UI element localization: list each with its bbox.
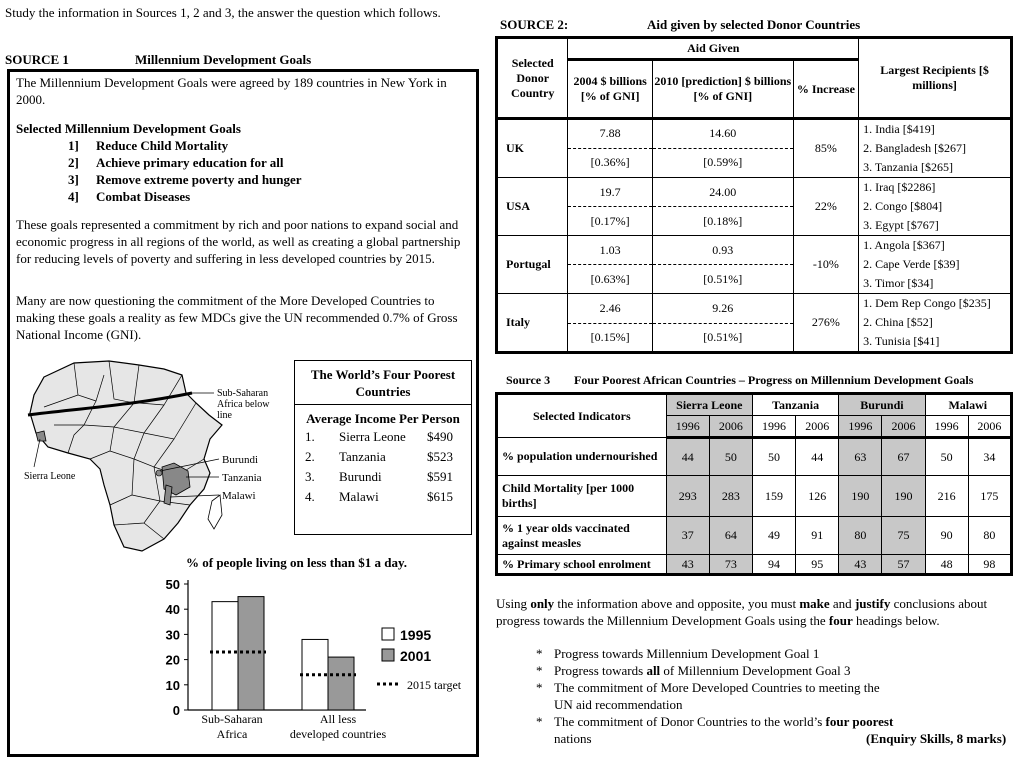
- header-year: 1996: [839, 416, 882, 438]
- header-2010: 2010 [prediction] $ billions [% of GNI]: [652, 60, 793, 119]
- y-tick-label: 50: [165, 577, 180, 592]
- source1-title: Millennium Development Goals: [135, 52, 312, 67]
- legend-label-2001: 2001: [400, 648, 432, 664]
- aid-2004: 19.7: [568, 178, 652, 207]
- indicator-value: 57: [882, 555, 925, 575]
- map-label-tanzania: Tanzania: [222, 472, 262, 484]
- goals-list: [68, 137, 302, 205]
- poorest-row: 1. Sierra Leone $490: [305, 429, 453, 444]
- indicator-value: 159: [752, 476, 795, 517]
- header-year: 2006: [882, 416, 925, 438]
- indicator-value: 44: [796, 438, 839, 476]
- source1-heading: [5, 52, 312, 68]
- header-year: 2006: [968, 416, 1011, 438]
- table-row: [497, 119, 1012, 149]
- indicator-value: 50: [752, 438, 795, 476]
- aid-2010: 0.93: [652, 236, 793, 265]
- gni-2004: [0.17%]: [568, 207, 652, 236]
- indicator-value: 43: [666, 555, 709, 575]
- indicator-label: % 1 year olds vaccinated against measles: [497, 517, 667, 555]
- header-increase: % Increase: [793, 60, 858, 119]
- gni-2010: [0.51%]: [652, 265, 793, 294]
- legend-swatch-1995: [382, 628, 394, 640]
- header-recipients: Largest Recipients [$ millions]: [859, 38, 1012, 119]
- largest-recipients: 1. Dem Rep Congo [$235] 2. China [$52] 3. Tunisia [$41]: [859, 294, 1012, 353]
- aid-2010: 24.00: [652, 178, 793, 207]
- aid-2004: 2.46: [568, 294, 652, 324]
- header-country: Burundi: [839, 394, 925, 416]
- donor-country: USA: [497, 178, 568, 236]
- indicator-label: % Primary school enrolment: [497, 555, 667, 575]
- goal-item: 1] Reduce Child Mortality: [68, 138, 229, 153]
- gni-2010: [0.59%]: [652, 148, 793, 178]
- source1-paragraph-2: These goals represented a commitment by rich and poor nations to expand social and economic progress in all regions of the world, as well as creating a global partnership for reducing levels of poverty and suffering in less developed countries by 2015.: [16, 217, 461, 266]
- heading-item: * The commitment of More Developed Countries to meeting the UN aid recommendation: [536, 680, 880, 712]
- intro-text: Study the information in Sources 1, 2 and 3, the answer the question which follows.: [5, 5, 441, 20]
- gni-2004: [0.36%]: [568, 148, 652, 178]
- indicator-value: 73: [709, 555, 752, 575]
- indicator-value: 63: [839, 438, 882, 476]
- gni-2010: [0.51%]: [652, 323, 793, 353]
- source3-label: Source 3: [506, 373, 551, 387]
- y-tick-label: 30: [165, 627, 180, 643]
- bar-1995-0: [212, 602, 238, 710]
- indicator-value: 67: [882, 438, 925, 476]
- indicator-value: 34: [968, 438, 1011, 476]
- indicator-value: 37: [666, 517, 709, 555]
- poorest-countries-box: [294, 360, 472, 535]
- bar-2001-1: [328, 657, 354, 710]
- indicator-value: 80: [839, 517, 882, 555]
- poorest-row: 3. Burundi $591: [305, 469, 453, 484]
- table-row: [497, 236, 1012, 265]
- map-label-sierra-leone: Sierra Leone: [24, 471, 76, 482]
- indicator-value: 44: [666, 438, 709, 476]
- map-label-burundi: Burundi: [222, 454, 259, 466]
- table-row: [497, 555, 1012, 575]
- header-indicators: Selected Indicators: [497, 394, 667, 438]
- legend-label-target: 2015 target: [407, 678, 462, 692]
- indicator-value: 75: [882, 517, 925, 555]
- header-year: 2006: [709, 416, 752, 438]
- map-label-subsaharan: Sub-Saharan Africa below line: [217, 388, 270, 421]
- aid-increase: -10%: [793, 236, 858, 294]
- question-text: Using only the information above and opposite, you must make and justify conclusions about progress towards the Millennium Development Goals using the four headings below.: [496, 596, 988, 628]
- indicator-value: 283: [709, 476, 752, 517]
- aid-increase: 276%: [793, 294, 858, 353]
- header-year: 1996: [752, 416, 795, 438]
- aid-2010: 14.60: [652, 119, 793, 149]
- gni-2010: [0.18%]: [652, 207, 793, 236]
- table-row: [497, 178, 1012, 207]
- chart-title: % of people living on less than $1 a day.: [186, 555, 408, 570]
- map-label-malawi: Malawi: [222, 490, 256, 502]
- indicator-value: 50: [925, 438, 968, 476]
- poorest-row: 2. Tanzania $523: [305, 449, 453, 464]
- largest-recipients: 1. India [$419] 2. Bangladesh [$267] 3. Tanzania [$265]: [859, 119, 1012, 178]
- indicator-value: 98: [968, 555, 1011, 575]
- goals-heading: Selected Millennium Development Goals: [16, 121, 241, 136]
- indicator-value: 175: [968, 476, 1011, 517]
- table-row: [497, 517, 1012, 555]
- source1-label: SOURCE 1: [5, 52, 69, 67]
- indicator-value: 190: [882, 476, 925, 517]
- heading-item: * The commitment of Donor Countries to the world’s four poorest nations: [536, 714, 894, 746]
- header-country: Malawi: [925, 394, 1011, 416]
- table-row: [497, 438, 1012, 476]
- goal-item: 3] Remove extreme poverty and hunger: [68, 172, 302, 187]
- marks-label: (Enquiry Skills, 8 marks): [866, 731, 1007, 746]
- y-tick-label: 10: [165, 677, 180, 693]
- indicator-value: 293: [666, 476, 709, 517]
- source2-label: SOURCE 2:: [500, 17, 569, 32]
- gni-2004: [0.63%]: [568, 265, 652, 294]
- indicator-value: 91: [796, 517, 839, 555]
- header-2004: 2004 $ billions [% of GNI]: [568, 60, 652, 119]
- poorest-row: 4. Malawi $615: [305, 489, 453, 504]
- source2-title: Aid given by selected Donor Countries: [647, 17, 861, 32]
- goal-item: 2] Achieve primary education for all: [68, 155, 284, 170]
- indicator-label: Child Mortality [per 1000 births]: [497, 476, 667, 517]
- indicator-value: 48: [925, 555, 968, 575]
- aid-table: [495, 36, 1013, 354]
- indicator-value: 50: [709, 438, 752, 476]
- aid-2004: 1.03: [568, 236, 652, 265]
- y-tick-label: 20: [165, 652, 180, 668]
- goal-item: 4] Combat Diseases: [68, 189, 191, 204]
- indicator-value: 190: [839, 476, 882, 517]
- indicator-value: 90: [925, 517, 968, 555]
- header-year: 2006: [796, 416, 839, 438]
- largest-recipients: 1. Iraq [$2286] 2. Congo [$804] 3. Egypt [$767]: [859, 178, 1012, 236]
- source3-title: Four Poorest African Countries – Progress on Millennium Development Goals: [574, 373, 974, 387]
- header-country: Selected Donor Country: [497, 38, 568, 119]
- indicator-value: 95: [796, 555, 839, 575]
- largest-recipients: 1. Angola [$367] 2. Cape Verde [$39] 3. Timor [$34]: [859, 236, 1012, 294]
- donor-country: Portugal: [497, 236, 568, 294]
- indicator-value: 43: [839, 555, 882, 575]
- source1-paragraph-3: Many are now questioning the commitment of the More Developed Countries to making these goals a reality as few MDCs give the UN recommended 0.7% of Gross National Income (GNI).: [16, 293, 458, 342]
- donor-country: UK: [497, 119, 568, 178]
- indicator-value: 49: [752, 517, 795, 555]
- table-row: [497, 294, 1012, 324]
- header-country: Sierra Leone: [666, 394, 752, 416]
- header-country: Tanzania: [752, 394, 838, 416]
- indicator-value: 94: [752, 555, 795, 575]
- indicator-value: 216: [925, 476, 968, 517]
- header-aid-given: Aid Given: [568, 38, 859, 60]
- donor-country: Italy: [497, 294, 568, 353]
- indicator-label: % population undernourished: [497, 438, 667, 476]
- source3-heading: [506, 373, 974, 388]
- category-label: All less developed countries: [289, 712, 387, 741]
- poorest-title: The World’s Four Poorest Countries: [295, 361, 471, 405]
- heading-item: * Progress towards Millennium Development Goal 1: [536, 646, 820, 661]
- poverty-bar-chart: [150, 572, 480, 744]
- legend-label-1995: 1995: [400, 627, 432, 643]
- aid-2010: 9.26: [652, 294, 793, 324]
- indicator-value: 80: [968, 517, 1011, 555]
- table-row: [497, 476, 1012, 517]
- header-year: 1996: [925, 416, 968, 438]
- aid-increase: 85%: [793, 119, 858, 178]
- indicator-value: 126: [796, 476, 839, 517]
- header-year: 1996: [666, 416, 709, 438]
- legend-swatch-2001: [382, 649, 394, 661]
- poorest-subtitle: Average Income Per Person: [306, 411, 460, 426]
- gni-2004: [0.15%]: [568, 323, 652, 353]
- aid-increase: 22%: [793, 178, 858, 236]
- heading-item: * Progress towards all of Millennium Development Goal 3: [536, 663, 851, 678]
- africa-map: [14, 355, 294, 555]
- indicator-value: 64: [709, 517, 752, 555]
- source1-paragraph-1: The Millennium Development Goals were agreed by 189 countries in New York in 2000.: [16, 75, 447, 107]
- progress-table: [495, 392, 1013, 576]
- y-tick-label: 0: [172, 703, 180, 718]
- category-label: Sub-Saharan Africa: [201, 712, 263, 741]
- y-tick-label: 40: [165, 602, 180, 618]
- source2-heading: [500, 17, 861, 33]
- aid-2004: 7.88: [568, 119, 652, 149]
